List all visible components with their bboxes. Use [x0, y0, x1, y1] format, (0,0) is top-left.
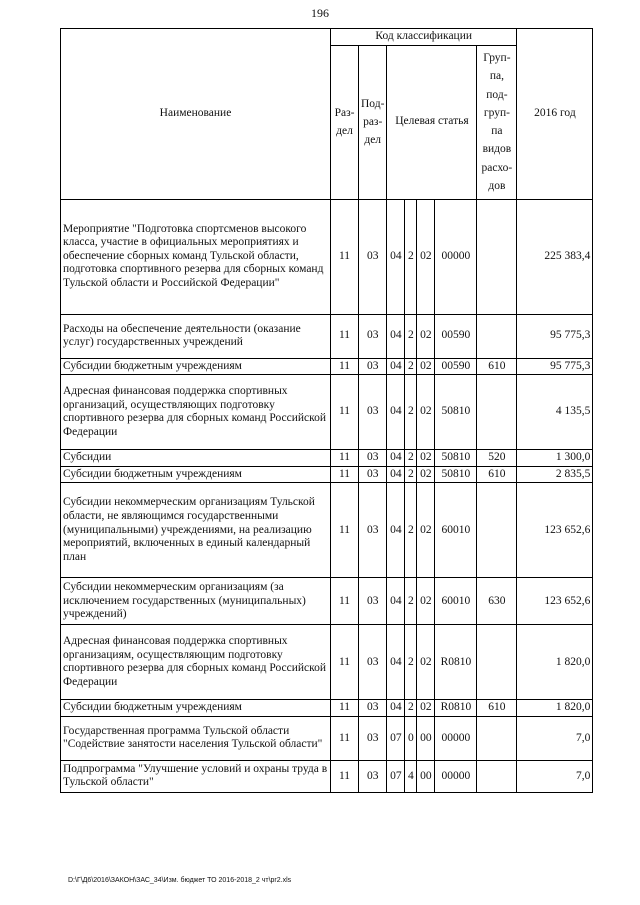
cell-t2: 2: [405, 466, 417, 483]
cell-t2: 2: [405, 483, 417, 578]
header-year: 2016 год: [517, 29, 593, 200]
cell-t3: 02: [417, 625, 435, 700]
cell-t2: 2: [405, 358, 417, 375]
cell-amount: 1 300,0: [517, 450, 593, 467]
cell-t4: R0810: [435, 700, 477, 717]
cell-rz: 11: [331, 314, 359, 358]
cell-pr: 03: [359, 450, 387, 467]
cell-t2: 2: [405, 199, 417, 314]
table-row: [61, 450, 593, 467]
cell-t4: 50810: [435, 375, 477, 450]
table-row: [61, 760, 593, 792]
table-row: [61, 716, 593, 760]
cell-t1: 07: [387, 760, 405, 792]
table-row: [61, 375, 593, 450]
cell-t3: 02: [417, 466, 435, 483]
cell-name: Адресная финансовая поддержка спортивных организаций, осуществляющих подготовку спортивного резерва для сборных команд Российской Федерации: [61, 375, 331, 450]
cell-pr: 03: [359, 716, 387, 760]
cell-name: Субсидии бюджетным учреждениям: [61, 466, 331, 483]
cell-vr: [477, 760, 517, 792]
cell-name: Субсидии некоммерческим организациям Тульской области, не являющимся государственными (муниципальными) учреждениями, на реализацию мероприятий, включенных в единый календарный план: [61, 483, 331, 578]
cell-rz: 11: [331, 199, 359, 314]
cell-t3: 02: [417, 375, 435, 450]
cell-t1: 07: [387, 716, 405, 760]
cell-pr: 03: [359, 199, 387, 314]
table-row: [61, 199, 593, 314]
budget-table: [60, 28, 593, 793]
cell-pr: 03: [359, 358, 387, 375]
header-code: Код классификации: [331, 29, 517, 46]
cell-vr: [477, 375, 517, 450]
cell-vr: 610: [477, 700, 517, 717]
header-podrazdel: Под- раз- дел: [359, 45, 387, 199]
cell-amount: 225 383,4: [517, 199, 593, 314]
cell-t1: 04: [387, 199, 405, 314]
cell-t4: 00000: [435, 716, 477, 760]
cell-rz: 11: [331, 625, 359, 700]
cell-amount: 123 652,6: [517, 483, 593, 578]
cell-vr: 630: [477, 578, 517, 625]
cell-t3: 00: [417, 760, 435, 792]
cell-name: Государственная программа Тульской области "Содействие занятости населения Тульской области": [61, 716, 331, 760]
cell-name: Адресная финансовая поддержка спортивных организациям, осуществляющим подготовку спортивного резерва для сборных команд Российской Федерации: [61, 625, 331, 700]
cell-t4: R0810: [435, 625, 477, 700]
cell-t3: 02: [417, 483, 435, 578]
cell-t3: 02: [417, 578, 435, 625]
cell-t2: 2: [405, 375, 417, 450]
cell-pr: 03: [359, 760, 387, 792]
cell-rz: 11: [331, 375, 359, 450]
cell-t2: 2: [405, 700, 417, 717]
cell-pr: 03: [359, 466, 387, 483]
file-path-footer: D:\Г\Д6\2016\ЗАКОН\ЗАС_34\Изм. бюджет ТО 2016-2018_2 чт\pr2.xls: [68, 877, 292, 884]
cell-rz: 11: [331, 450, 359, 467]
cell-t1: 04: [387, 625, 405, 700]
table-row: [61, 466, 593, 483]
cell-t4: 50810: [435, 466, 477, 483]
cell-t1: 04: [387, 358, 405, 375]
cell-t3: 02: [417, 314, 435, 358]
cell-t3: 02: [417, 358, 435, 375]
header-row-top: [61, 29, 593, 46]
table-row: [61, 625, 593, 700]
cell-amount: 2 835,5: [517, 466, 593, 483]
header-group: Груп- па, под- груп- па видов расхо- дов: [477, 45, 517, 199]
cell-t1: 04: [387, 700, 405, 717]
cell-t3: 02: [417, 700, 435, 717]
cell-t3: 02: [417, 450, 435, 467]
cell-vr: [477, 716, 517, 760]
cell-amount: 123 652,6: [517, 578, 593, 625]
cell-t4: 00000: [435, 199, 477, 314]
cell-t2: 2: [405, 450, 417, 467]
cell-rz: 11: [331, 466, 359, 483]
cell-rz: 11: [331, 578, 359, 625]
cell-t2: 2: [405, 314, 417, 358]
table-row: [61, 358, 593, 375]
cell-t2: 4: [405, 760, 417, 792]
cell-name: Субсидии бюджетным учреждениям: [61, 700, 331, 717]
cell-t2: 0: [405, 716, 417, 760]
cell-pr: 03: [359, 578, 387, 625]
cell-pr: 03: [359, 314, 387, 358]
cell-amount: 4 135,5: [517, 375, 593, 450]
cell-vr: [477, 199, 517, 314]
cell-name: Расходы на обеспечение деятельности (оказание услуг) государственных учреждений: [61, 314, 331, 358]
cell-t4: 00000: [435, 760, 477, 792]
table-row: [61, 483, 593, 578]
cell-name: Подпрограмма "Улучшение условий и охраны труда в Тульской области": [61, 760, 331, 792]
cell-vr: 520: [477, 450, 517, 467]
cell-vr: 610: [477, 358, 517, 375]
cell-name: Мероприятие "Подготовка спортсменов высокого класса, участие в официальных мероприятиях и обеспечение сборных команд Тульской области, подготовка спортивного резерва для сборных команд Тульской области и Российской Федерации": [61, 199, 331, 314]
table-row: [61, 578, 593, 625]
cell-t2: 2: [405, 625, 417, 700]
cell-t4: 50810: [435, 450, 477, 467]
cell-name: Субсидии бюджетным учреждениям: [61, 358, 331, 375]
cell-t3: 00: [417, 716, 435, 760]
cell-rz: 11: [331, 716, 359, 760]
cell-rz: 11: [331, 760, 359, 792]
cell-t2: 2: [405, 578, 417, 625]
table-row: [61, 314, 593, 358]
cell-amount: 7,0: [517, 760, 593, 792]
cell-t1: 04: [387, 483, 405, 578]
header-name: Наименование: [61, 29, 331, 200]
cell-t4: 60010: [435, 483, 477, 578]
cell-name: Субсидии некоммерческим организациям (за исключением государственных (муниципальных) учреждений): [61, 578, 331, 625]
cell-amount: 1 820,0: [517, 625, 593, 700]
cell-amount: 1 820,0: [517, 700, 593, 717]
cell-pr: 03: [359, 625, 387, 700]
cell-t4: 00590: [435, 314, 477, 358]
cell-t1: 04: [387, 375, 405, 450]
cell-vr: [477, 314, 517, 358]
cell-rz: 11: [331, 700, 359, 717]
cell-amount: 95 775,3: [517, 314, 593, 358]
cell-amount: 7,0: [517, 716, 593, 760]
cell-amount: 95 775,3: [517, 358, 593, 375]
cell-t1: 04: [387, 578, 405, 625]
cell-pr: 03: [359, 700, 387, 717]
cell-t1: 04: [387, 314, 405, 358]
cell-vr: [477, 625, 517, 700]
header-target: Целевая статья: [387, 45, 477, 199]
cell-t1: 04: [387, 450, 405, 467]
cell-name: Субсидии: [61, 450, 331, 467]
cell-pr: 03: [359, 375, 387, 450]
cell-vr: [477, 483, 517, 578]
cell-rz: 11: [331, 358, 359, 375]
cell-pr: 03: [359, 483, 387, 578]
cell-vr: 610: [477, 466, 517, 483]
cell-t4: 60010: [435, 578, 477, 625]
cell-rz: 11: [331, 483, 359, 578]
table-row: [61, 700, 593, 717]
cell-t1: 04: [387, 466, 405, 483]
page-number: 196: [311, 6, 329, 20]
header-razdel: Раз- дел: [331, 45, 359, 199]
cell-t3: 02: [417, 199, 435, 314]
cell-t4: 00590: [435, 358, 477, 375]
